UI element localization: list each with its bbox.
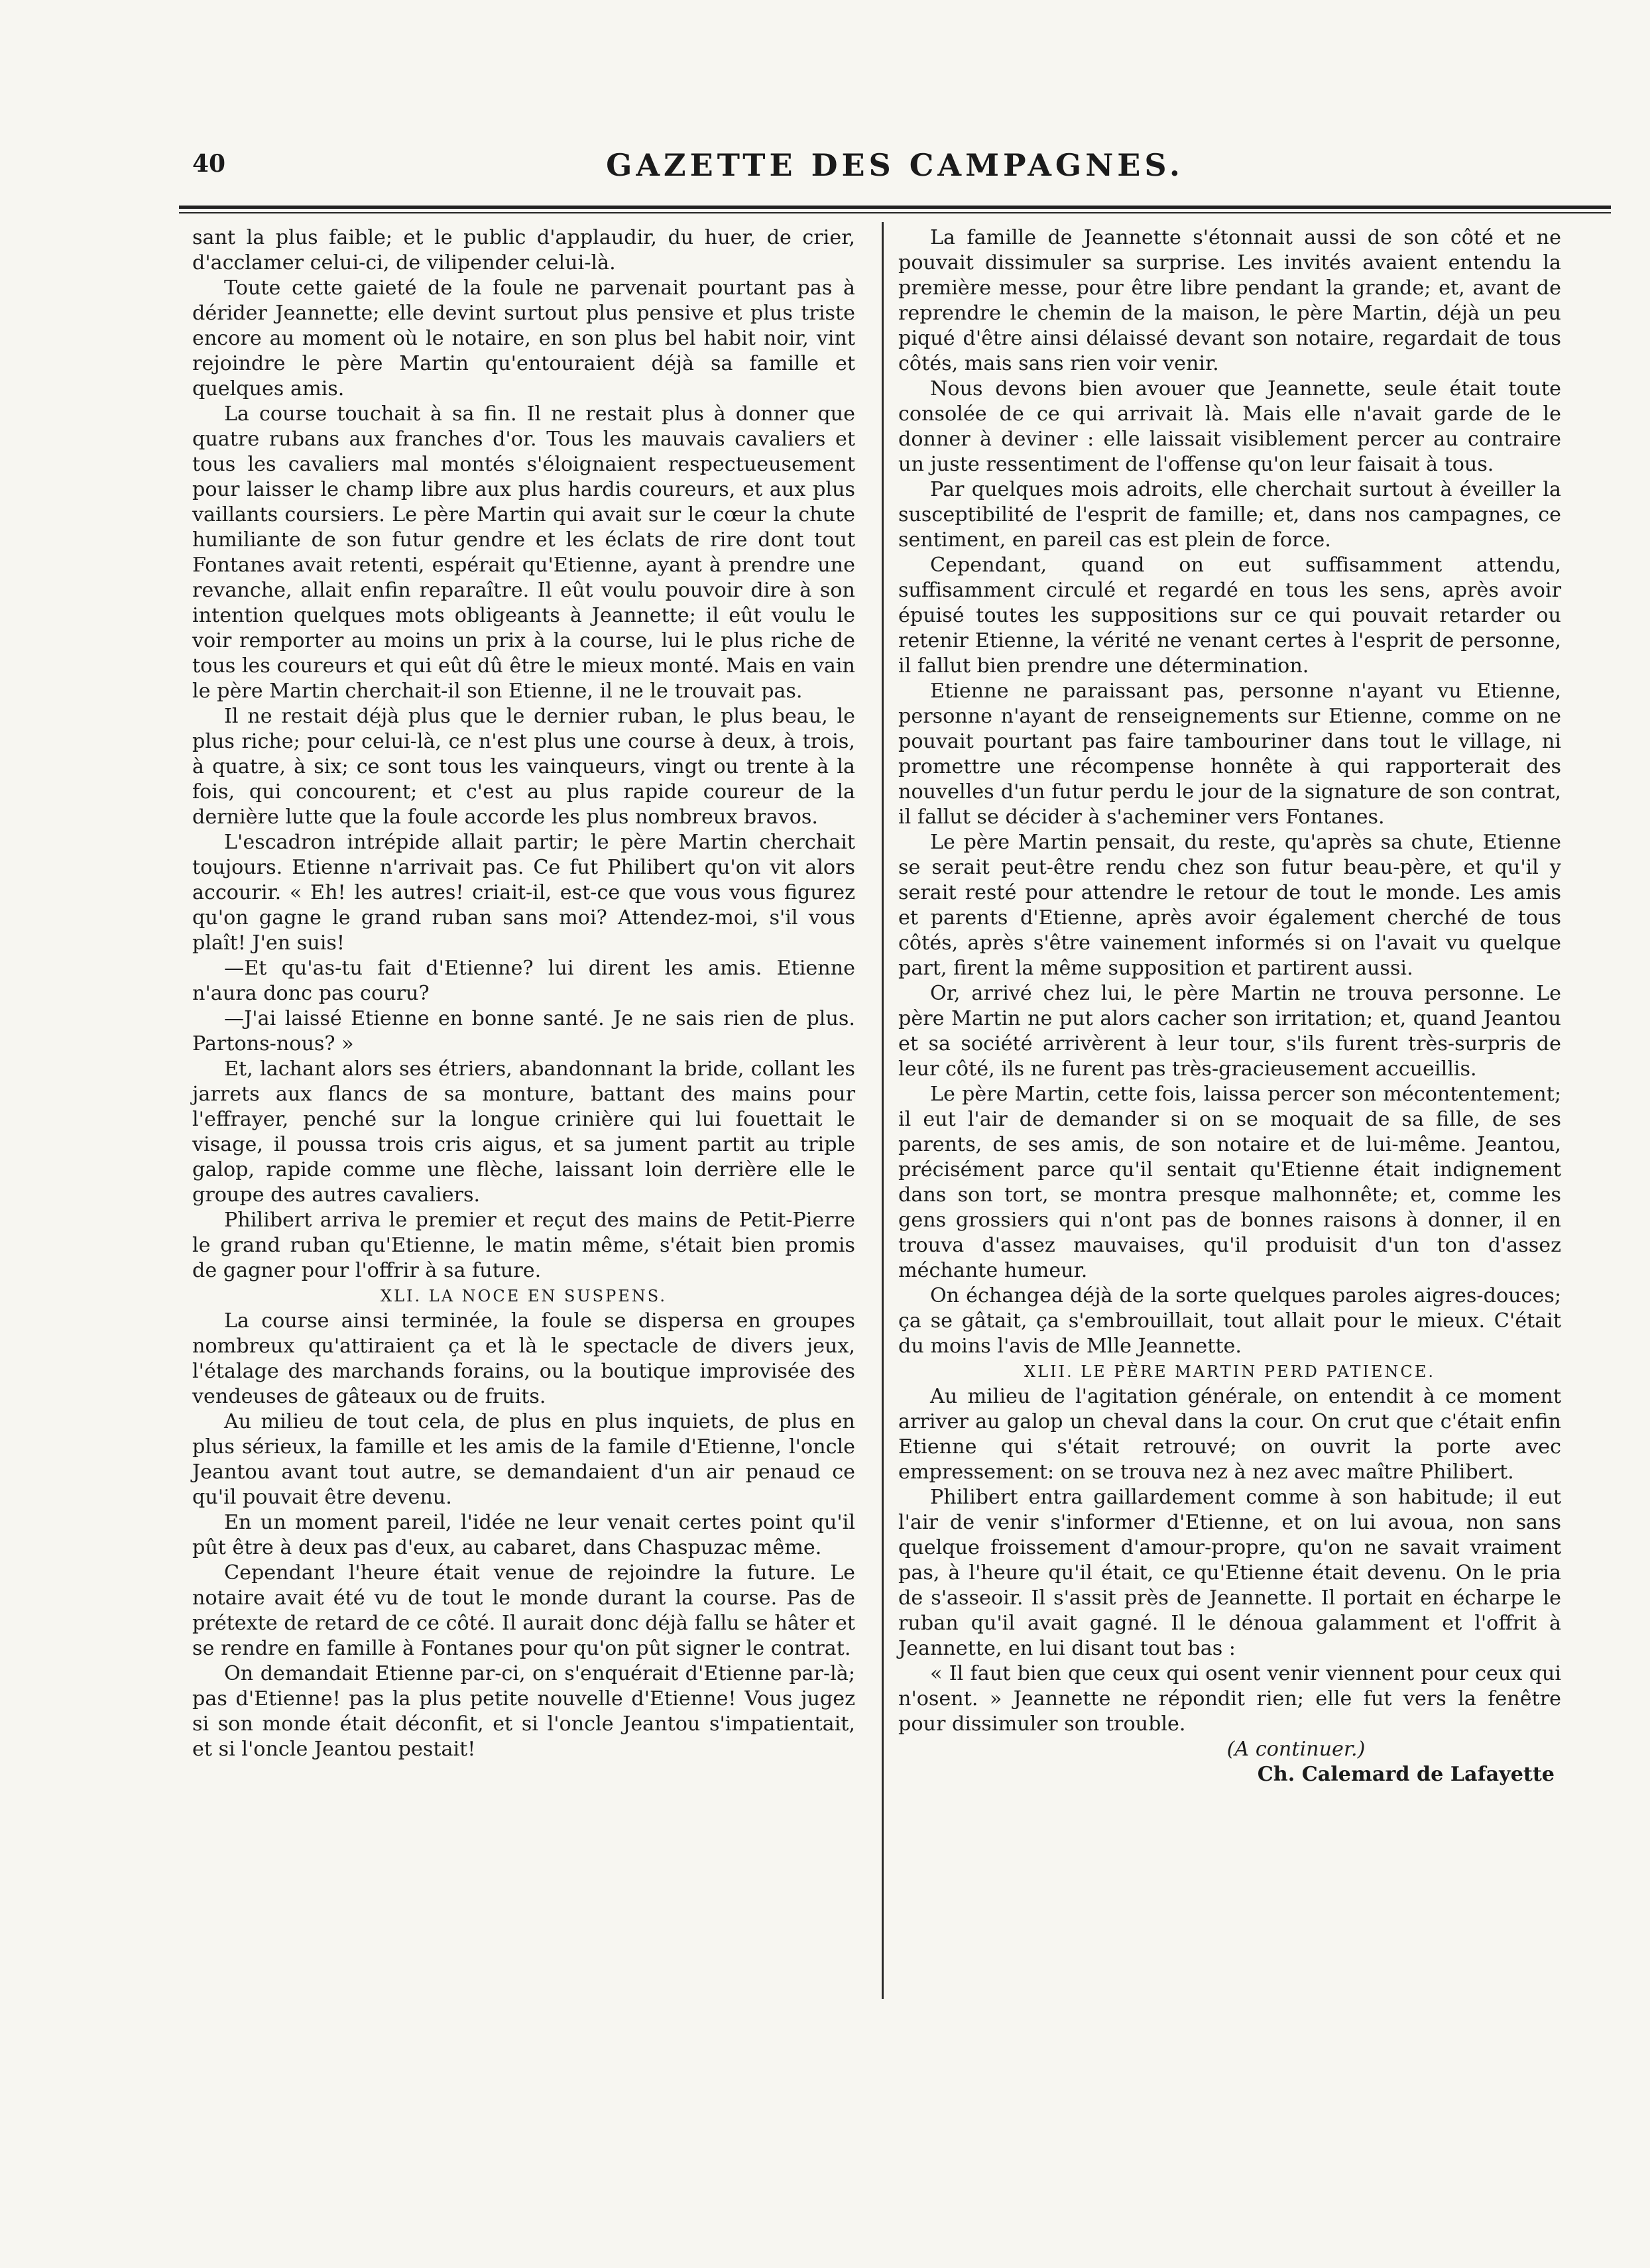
paragraph: « Il faut bien que ceux qui osent venir viennent pour ceux qui n'osent. » Jeannette ne répondit rien; elle fut vers la fenêtre pour dissimuler son trouble. [898,1662,1561,1736]
header-rule-thin [179,212,1611,213]
paragraph: —J'ai laissé Etienne en bonne santé. Je ne sais rien de plus. Partons-nous? » [192,1007,855,1055]
paragraph: Philibert arriva le premier et reçut des mains de Petit-Pierre le grand ruban qu'Etienne, le matin même, s'était bien promis de gagner pour l'offrir à sa future. [192,1209,855,1282]
paragraph: —Et qu'as-tu fait d'Etienne? lui dirent les amis. Etienne n'aura donc pas couru? [192,957,855,1005]
paragraph: Et, lachant alors ses étriers, abandonnant la bride, collant les jarrets aux flancs de sa monture, battant des mains pour l'effrayer, penché sur la longue crinière qui lui fouettait le visage, il poussa trois cris aigus, et sa jument partit au triple galop, rapide comme une flèche, laissant loin derrière elle le groupe des autres cavaliers. [192,1057,855,1207]
paragraph: Le père Martin, cette fois, laissa percer son mécontentement; il eut l'air de demander si on se moquait de sa fille, de ses parents, de ses amis, de son notaire et de lui-même. Jeantou, précisément parce qu'il sentait qu'Etienne était indignement dans son tort, se montra presque malhonnête; et, comme les gens grossiers qui n'ont pas de bonnes raisons à donner, il en trouva d'assez mauvaises, qu'il produisit d'un ton d'assez méchante humeur. [898,1083,1561,1282]
right-column [898,225,1561,1787]
paragraph: Il ne restait déjà plus que le dernier ruban, le plus beau, le plus riche; pour celui-là, ce n'est plus une course à deux, à trois, à quatre, à six; ce sont tous les vainqueurs, vingt ou trente à la fois, qui concourent; et c'est au plus rapide coureur de la dernière lutte que la foule accorde les plus nombreux bravos. [192,705,855,829]
paragraph: On échangea déjà de la sorte quelques paroles aigres-douces; ça se gâtait, ça s'embrouillait, tout allait pour le mieux. C'était du moins l'avis de Mlle Jeannette. [898,1284,1561,1358]
to-be-continued-note: (A continuer.) [1226,1738,1366,1761]
paragraph: Le père Martin pensait, du reste, qu'après sa chute, Etienne se serait peut-être rendu chez son futur beau-père, et qu'il y serait resté pour attendre le retour de tout le monde. Les amis et parents d'Etienne, après avoir également cherché de tous côtés, après s'être vainement informés si on l'avait vu quelque part, firent la même supposition et partirent aussi. [898,831,1561,980]
paragraph: Toute cette gaieté de la foule ne parvenait pourtant pas à dérider Jeannette; elle devint surtout plus pensive et plus triste encore au moment où le notaire, en son plus bel habit noir, vint rejoindre le père Martin qu'entouraient déjà sa famille et quelques amis. [192,276,855,400]
paragraph: En un moment pareil, l'idée ne leur venait certes point qu'il pût être à deux pas d'eux, au cabaret, dans Chaspuzac même. [192,1511,855,1559]
paragraph: sant la plus faible; et le public d'applaudir, du huer, de crier, d'acclamer celui-ci, de vilipender celui-là. [192,226,855,274]
page-header [179,133,1611,192]
paragraph: Philibert entra gaillardement comme à son habitude; il eut l'air de venir s'informer d'Etienne, et on lui avoua, non sans quelque froissement d'amour-propre, qu'on ne savait vraiment pas, à l'heure qu'il était, ce qu'Etienne était devenu. On le pria de s'asseoir. Il s'assit près de Jeannette. Il portait en écharpe le ruban qu'il avait gagné. Il le dénoua galamment et l'offrit à Jeannette, en lui disant tout bas : [898,1486,1561,1660]
paragraph: Nous devons bien avouer que Jeannette, seule était toute consolée de ce qui arrivait là. Mais elle n'avait garde de le donner à deviner : elle laissait visiblement percer au contraire un juste ressentiment de l'offense qu'on leur faisait à tous. [898,377,1561,476]
paragraph: Cependant l'heure était venue de rejoindre la future. Le notaire avait été vu de tout le monde durant la course. Pas de prétexte de retard de ce côté. Il aurait donc déjà fallu se hâter et se rendre en famille à Fontanes pour qu'on pût signer le contrat. [192,1561,855,1660]
page-number: 40 [192,150,226,178]
paragraph: Or, arrivé chez lui, le père Martin ne trouva personne. Le père Martin ne put alors cacher son irritation; et, quand Jeantou et sa société arrivèrent à leur tour, s'ils furent très-surpris de leur côté, ils ne furent pas très-gracieusement accueillis. [898,982,1561,1081]
paragraph: On demandait Etienne par-ci, on s'enquérait d'Etienne par-là; pas d'Etienne! pas la plus petite nouvelle d'Etienne! Vous jugez si son monde était déconfit, et si l'oncle Jeantou s'impatientait, et si l'oncle Jeantou pestait! [192,1662,855,1761]
section-heading: XLI. LA NOCE EN SUSPENS. [381,1287,667,1305]
left-column [192,225,855,1762]
section-heading: XLII. LE PÈRE MARTIN PERD PATIENCE. [1024,1362,1435,1381]
paragraph: Au milieu de tout cela, de plus en plus inquiets, de plus en plus sérieux, la famille et les amis de la famile d'Etienne, l'oncle Jeantou avant tout autre, se demandaient d'un air penaud ce qu'il pouvait être devenu. [192,1410,855,1509]
paragraph: La course ainsi terminée, la foule se dispersa en groupes nombreux qu'attiraient ça et là le spectacle de divers jeux, l'étalage des marchands forains, ou la boutique improvisée des vendeuses de gâteaux ou de fruits. [192,1309,855,1408]
paragraph: Cependant, quand on eut suffisamment attendu, suffisamment circulé et regardé en tous les sens, après avoir épuisé toutes les suppositions sur ce qui pouvait retarder ou retenir Etienne, la vérité ne venant certes à l'esprit de personne, il fallut bien prendre une détermination. [898,554,1561,678]
paragraph: La famille de Jeannette s'étonnait aussi de son côté et ne pouvait dissimuler sa surprise. Les invités avaient entendu la première messe, pour être libre pendant la grande; et, avant de reprendre le chemin de la maison, le père Martin, déjà un peu piqué d'être ainsi délaissé devant son notaire, regardait de tous côtés, mais sans rien voir venir. [898,226,1561,375]
column-divider [882,222,884,1999]
paragraph: Par quelques mois adroits, elle cherchait surtout à éveiller la susceptibilité de l'esprit de famille; et, dans nos campagnes, ce sentiment, en pareil cas est plein de force. [898,478,1561,552]
publication-title: GAZETTE DES CAMPAGNES. [606,147,1184,183]
paragraph: Etienne ne paraissant pas, personne n'ayant vu Etienne, personne n'ayant de renseignements sur Etienne, comme on ne pouvait pourtant pas faire tambouriner dans tout le village, ni promettre une récompense honnête à qui rapporterait des nouvelles d'un futur perdu le jour de la signature de son contrat, il fallut se décider à s'acheminer vers Fontanes. [898,680,1561,829]
header-rule-thick [179,206,1611,209]
paragraph: La course touchait à sa fin. Il ne restait plus à donner que quatre rubans aux franches d'or. Tous les mauvais cavaliers et tous les cavaliers mal montés s'éloignaient respectueusement pour laisser le champ libre aux plus hardis coureurs, et aux plus vaillants coursiers. Le père Martin qui avait sur le cœur la chute humiliante de son futur gendre et les éclats de rire dont tout Fontanes avait retenti, espérait qu'Etienne, ayant à prendre une revanche, allait enfin reparaître. Il eût voulu pouvoir dire à son intention quelques mots obligeants à Jeannette; il eût voulu le voir remporter au moins un prix à la course, lui le plus riche de tous les coureurs et qui eût dû être le mieux monté. Mais en vain le père Martin cherchait-il son Etienne, il ne le trouvait pas. [192,402,855,703]
author-signature: Ch. Calemard de Lafayette [1257,1763,1555,1786]
paragraph: L'escadron intrépide allait partir; le père Martin cherchait toujours. Etienne n'arrivait pas. Ce fut Philibert qu'on vit alors accourir. « Eh! les autres! criait-il, est-ce que vous vous figurez qu'on gagne le grand ruban sans moi? Attendez-moi, s'il vous plaît! J'en suis! [192,831,855,955]
paragraph: Au milieu de l'agitation générale, on entendit à ce moment arriver au galop un cheval dans la cour. On crut que c'était enfin Etienne qui s'était retrouvé; on ouvrit la porte avec empressement: on se trouva nez à nez avec maître Philibert. [898,1385,1561,1484]
